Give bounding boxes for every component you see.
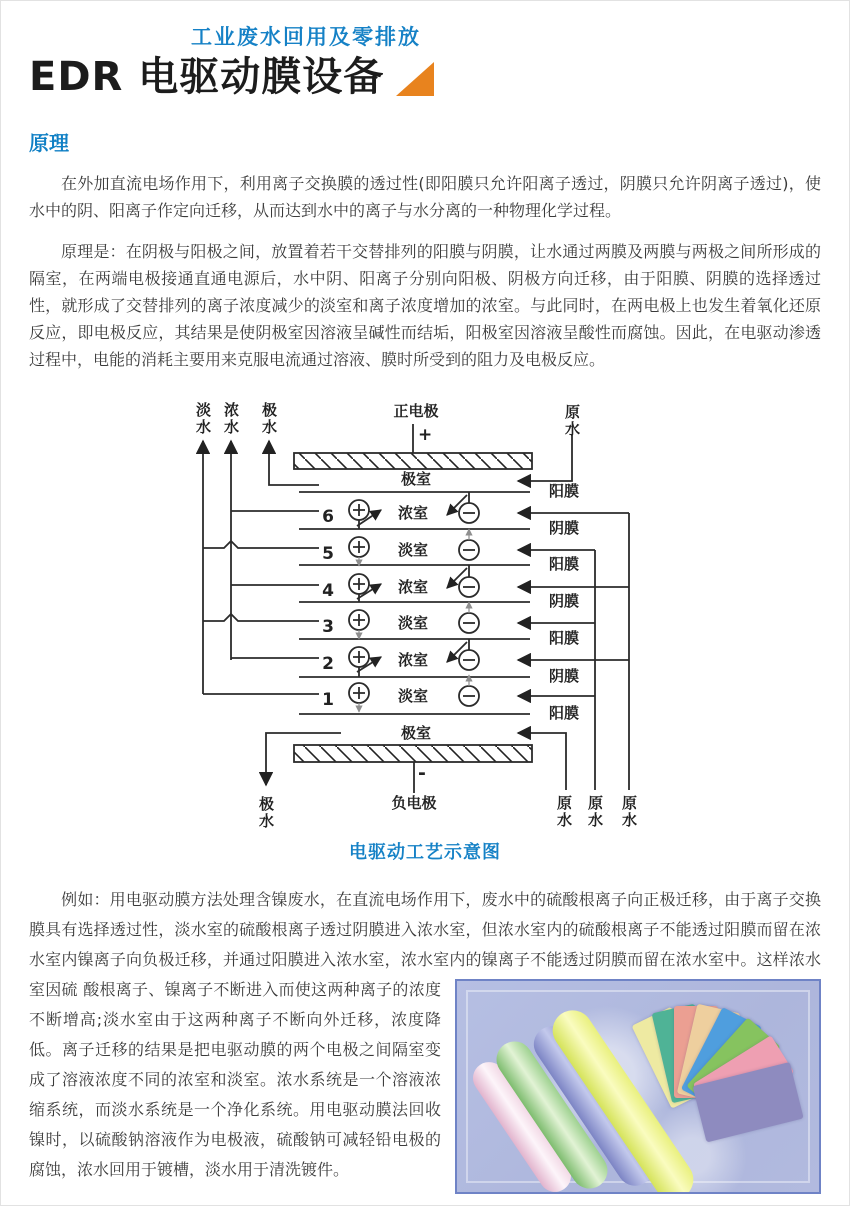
example-text-after-wrap: 酸根离子、镍离子不断进入而使这两种离子的浓度不断增高;淡水室由于这两种离子不断向外迁移，浓度降低。离子迁移的结果是把电驱动膜的两个电极之间隔室变成了溶液浓度不同的浓室和淡室。浓水系统是一个溶液浓缩系统，而淡水系统是一个净化系统。用电驱动膜法回收镍时，以硫酸钠溶液作为电极液，硫酸钠可减轻铅电极的腐蚀，浓水回用于镀槽，淡水用于清洗镀件。 <box>29 980 441 1179</box>
row-number-6: 6 <box>322 507 334 527</box>
row-number-5: 5 <box>322 544 334 564</box>
membrane-label-1: 阳膜 <box>548 482 579 500</box>
title-row <box>29 52 821 100</box>
electrode-chamber-label-top: 极室 <box>400 470 431 488</box>
row-number-1: 1 <box>322 690 334 710</box>
membrane-label-5: 阳膜 <box>548 629 579 647</box>
row-number-2: 2 <box>322 654 334 674</box>
chamber-label-3: 淡室 <box>397 614 428 632</box>
membrane-label-7: 阳膜 <box>548 704 579 722</box>
membrane-label-3: 阳膜 <box>548 555 579 573</box>
raw-water-label-bottom-3: 原水 <box>620 795 638 829</box>
example-paragraph <box>29 885 821 1185</box>
process-diagram <box>1 395 850 835</box>
outlet-label-concentrate-water: 浓水 <box>222 402 240 436</box>
chamber-label-6: 浓室 <box>397 504 428 522</box>
chamber-label-2: 浓室 <box>397 651 428 669</box>
chamber-label-4: 浓室 <box>397 578 428 596</box>
raw-water-label-bottom-1: 原水 <box>555 795 573 829</box>
chamber-label-5: 淡室 <box>397 541 428 559</box>
row-number-4: 4 <box>322 581 334 601</box>
membrane-label-2: 阴膜 <box>548 519 579 537</box>
page-subtitle: 工业废水回用及零排放 <box>191 25 421 49</box>
orange-triangle-icon <box>396 62 434 96</box>
diagram-caption: 电驱动工艺示意图 <box>349 842 501 863</box>
electrode-chamber-label-bottom: 极室 <box>400 724 431 742</box>
minus-sign: - <box>418 762 426 784</box>
section-heading-principle: 原理 <box>29 131 69 155</box>
membrane-product-photo <box>455 979 821 1194</box>
membrane-label-6: 阴膜 <box>548 667 579 685</box>
example-text-before-wrap: 例如：用电驱动膜方法处理含镍废水，在直流电场作用下，废水中的硫酸根离子向正极迁移，由于离子交换膜具有选择透过性，淡水室的硫酸根离子透过阴膜进入浓水室，但浓水室内的硫酸根离子不能透过阳膜而留在浓水室内镍离子向负极迁移，并通过阳膜进入浓水室，浓水室内的镍离子不能透过阴膜而留在浓水室中。这样浓水室因硫 <box>29 890 821 999</box>
principle-paragraph-2: 原理是：在阴极与阳极之间，放置着若干交替排列的阳膜与阴膜，让水通过两膜及两膜与两极之间所形成的隔室，在两端电极接通直通电源后，水中阴、阳离子分别向阳极、阴极方向迁移，由于阳膜、阴膜的选择透过性，就形成了交替排列的离子浓度减少的淡室和离子浓度增加的浓室。与此同时，在两电极上也发生着氧化还原反应，即电极反应，其结果是使阴极室因溶液呈碱性而结垢，阳极室因溶液呈酸性而腐蚀。因此，在电驱动渗透过程中，电能的消耗主要用来克服电流通过溶液、膜时所受到的阻力及电极反应。 <box>29 242 821 369</box>
page-title: EDR 电驱动膜设备 <box>29 54 385 100</box>
chamber-label-1: 淡室 <box>397 687 428 705</box>
positive-electrode-label: 正电极 <box>393 402 439 420</box>
outlet-label-electrode-water-bottom: 极水 <box>257 796 275 830</box>
negative-electrode-label: 负电极 <box>391 794 437 812</box>
page-header <box>1 1 849 100</box>
principle-paragraph-1: 在外加直流电场作用下，利用离子交换膜的透过性(即阳膜只允许阳离子透过，阴膜只允许阴离子透过)，使水中的阴、阳离子作定向迁移，从而达到水中的离子与水分离的一种物理化学过程。 <box>29 174 821 220</box>
outlet-label-dilute-water: 淡水 <box>194 402 212 436</box>
raw-water-label-top: 原水 <box>563 404 581 438</box>
membrane-label-4: 阴膜 <box>548 592 579 610</box>
plus-sign: + <box>418 425 433 445</box>
row-number-3: 3 <box>322 617 334 637</box>
raw-water-label-bottom-2: 原水 <box>586 795 604 829</box>
outlet-label-electrode-water-top: 极水 <box>260 402 278 436</box>
